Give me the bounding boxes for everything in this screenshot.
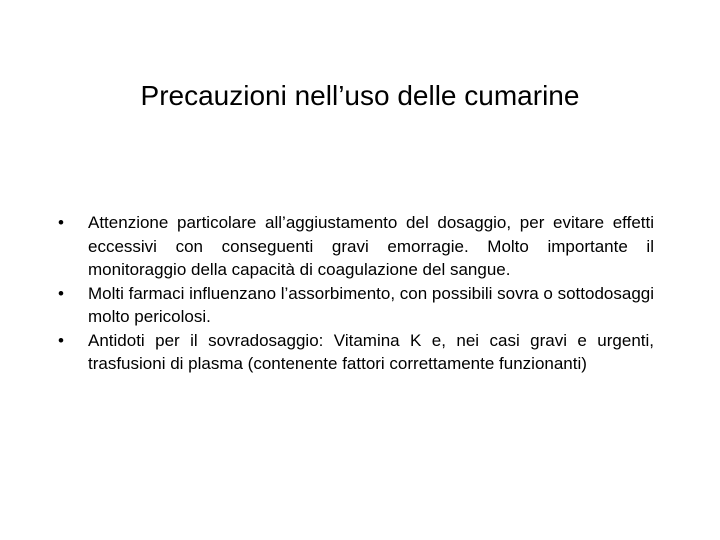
bullet-item bbox=[58, 329, 654, 376]
bullet-text: Attenzione particolare all’aggiustamento del dosaggio, per evitare effetti eccessivi con conseguenti gravi emorragie. Molto importante il monitoraggio della capacità di coagulazione del sangue. bbox=[88, 213, 654, 279]
bullet-marker: • bbox=[58, 283, 64, 303]
slide-title: Precauzioni nell’uso delle cumarine bbox=[140, 80, 580, 111]
bullet-marker: • bbox=[58, 330, 64, 350]
bullet-item bbox=[58, 282, 654, 329]
bullet-list bbox=[58, 211, 654, 376]
bullet-item bbox=[58, 211, 654, 282]
bullet-marker: • bbox=[58, 213, 64, 232]
bullet-text: Molti farmaci influenzano l’assorbimento, con possibili sovra o sottodosaggi molto pericolosi. bbox=[88, 283, 655, 326]
bullet-text: Antidoti per il sovradosaggio: Vitamina K e, nei casi gravi e urgenti, trasfusioni di plasma (contenente fattori correttamente funzionanti) bbox=[88, 330, 654, 373]
